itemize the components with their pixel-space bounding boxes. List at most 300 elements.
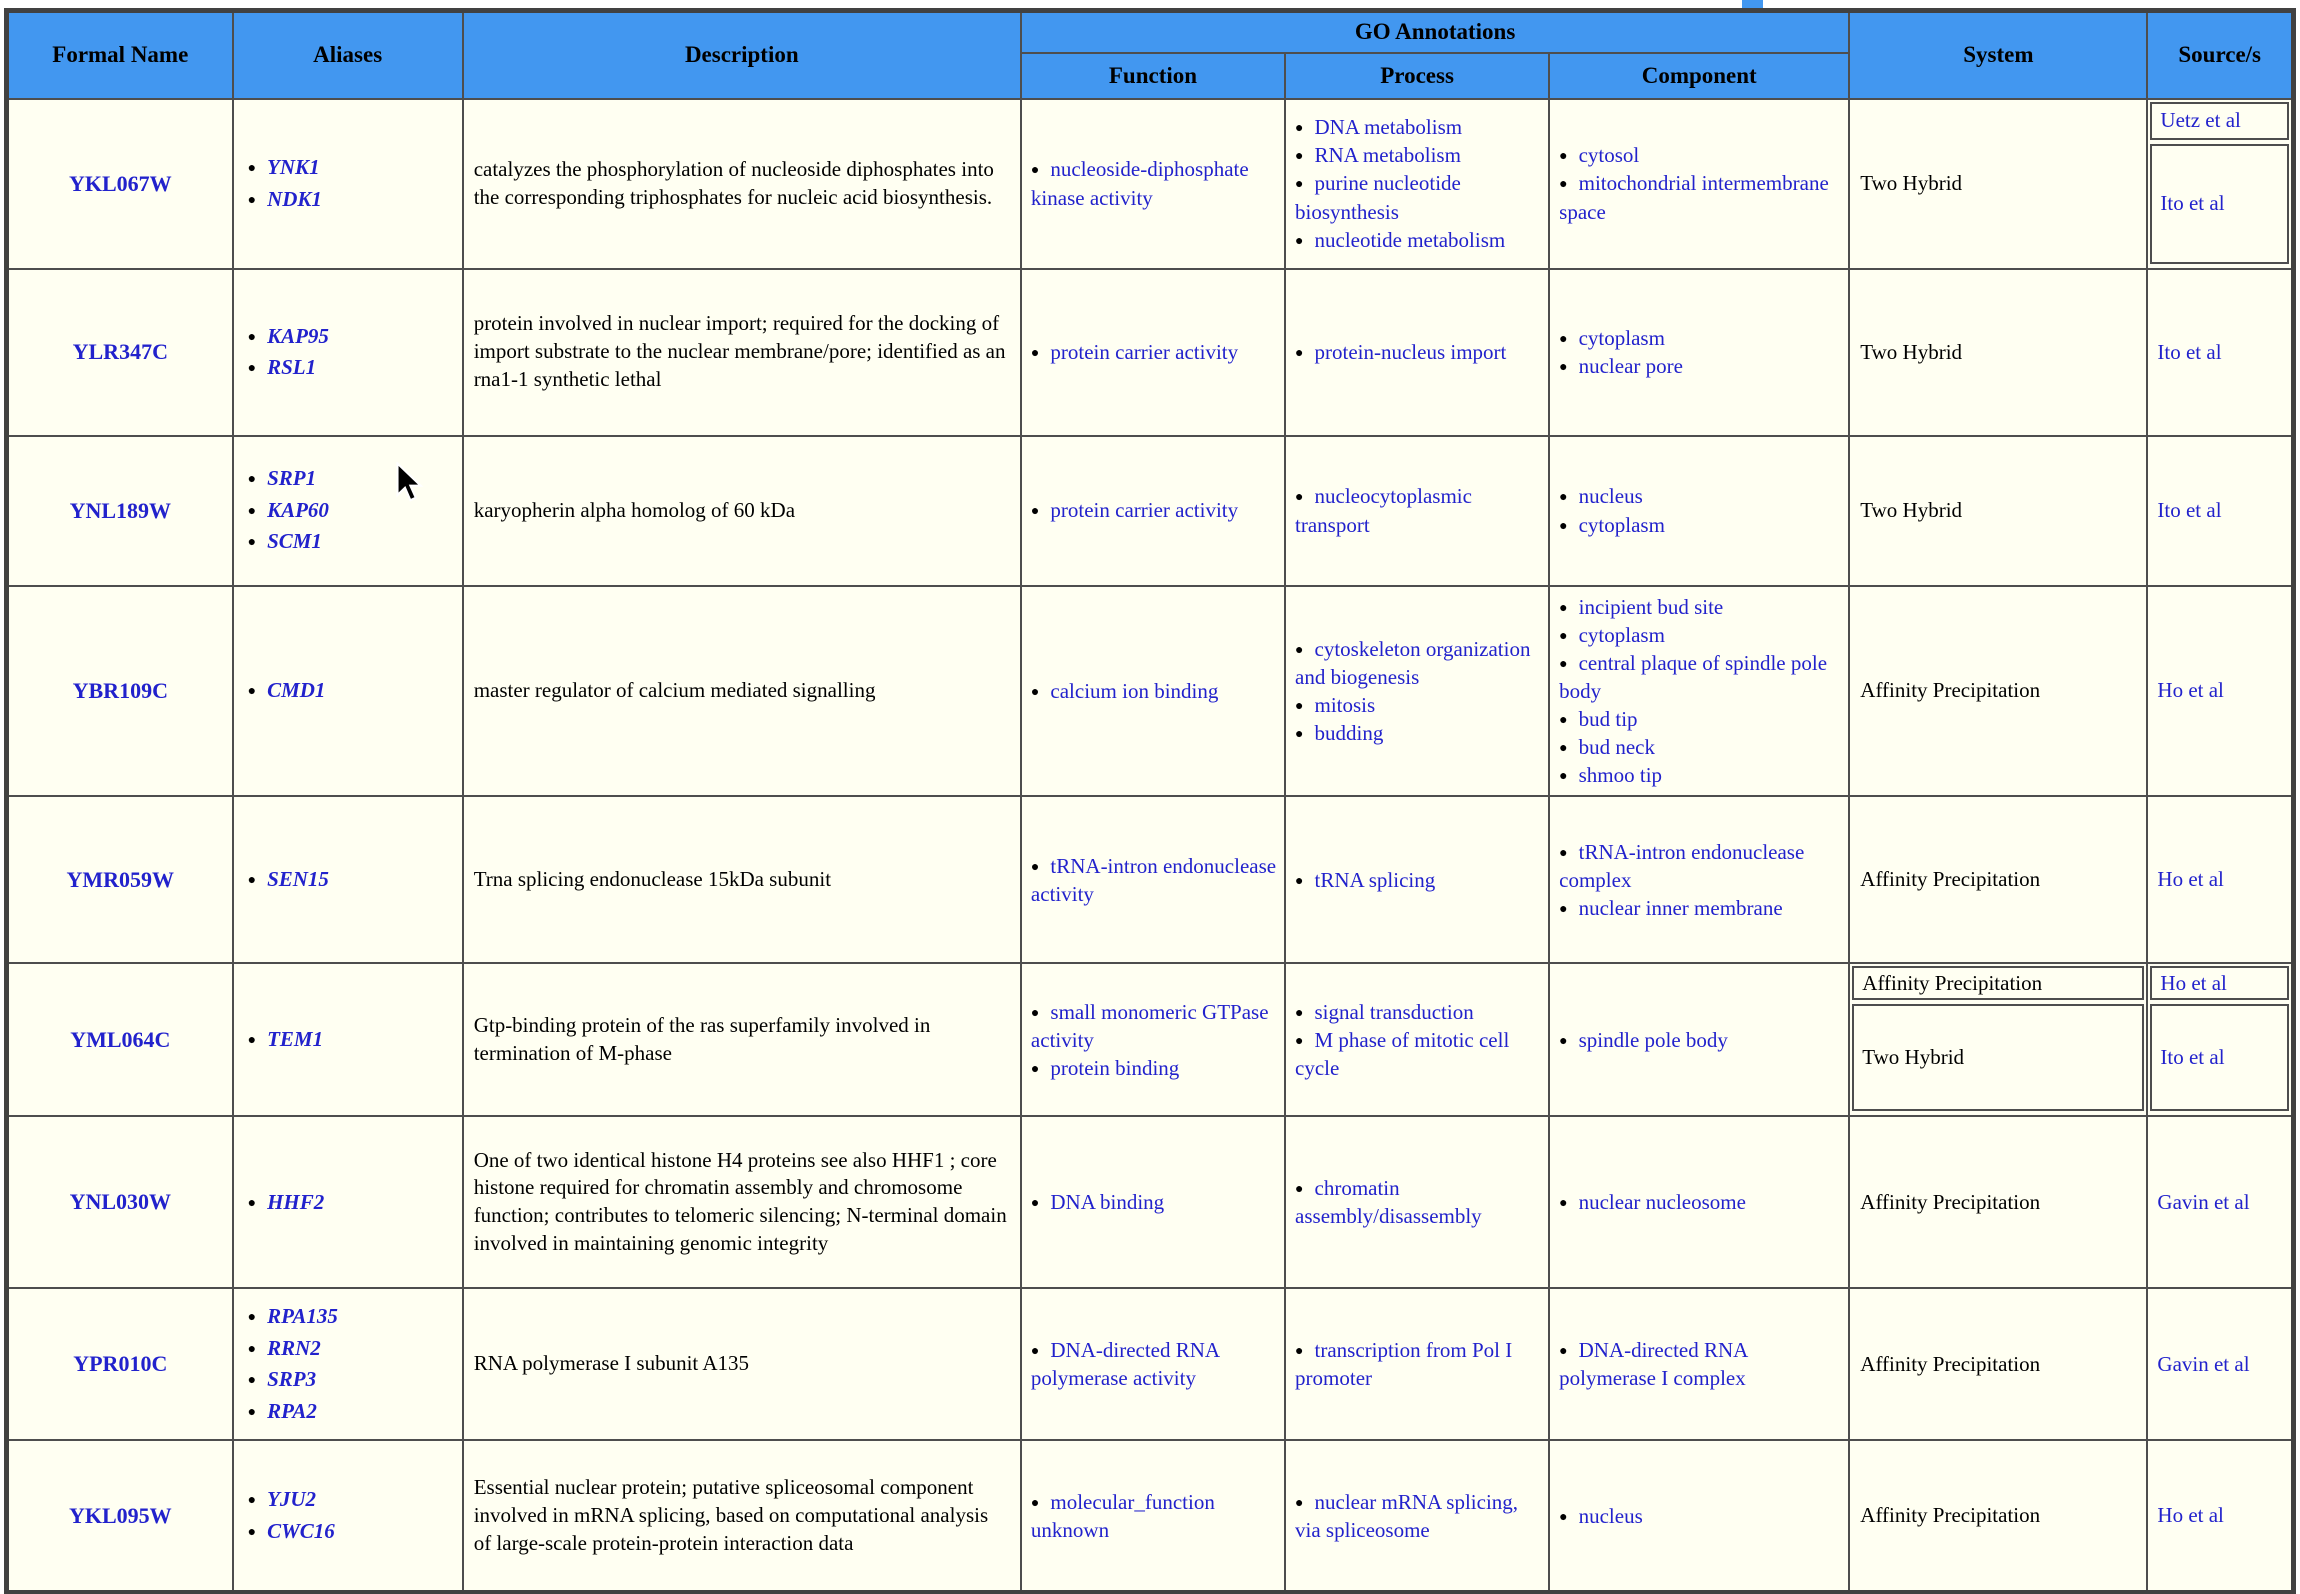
bullet-icon: ● <box>1559 656 1568 672</box>
system-cell <box>1849 1440 2147 1592</box>
clipped-element-above-table <box>1742 0 1763 8</box>
source-sub-cell <box>2150 144 2289 264</box>
go-component-link[interactable]: cytoplasm <box>1578 622 1665 647</box>
bullet-icon: ● <box>1559 490 1568 506</box>
bullet-icon: ● <box>1030 1344 1040 1360</box>
bullet-icon: ● <box>1559 845 1568 861</box>
formal-name-link[interactable]: YML064C <box>70 1026 171 1052</box>
bullet-icon: ● <box>1559 518 1568 534</box>
header-go-annotations: GO Annotations <box>1021 11 1849 53</box>
list-item <box>1295 226 1542 254</box>
bullet-icon: ● <box>247 1373 257 1389</box>
go-function-link[interactable]: small monomeric GTPase activity <box>1030 999 1269 1052</box>
alias-link[interactable]: NDK1 <box>267 186 322 211</box>
aliases-cell <box>233 963 463 1116</box>
bullet-icon: ● <box>247 535 257 551</box>
system-label: Affinity Precipitation <box>1860 1503 2041 1528</box>
table-row <box>7 586 2294 797</box>
go-component-link[interactable]: nucleus <box>1578 1503 1643 1528</box>
list-item <box>1295 1336 1542 1392</box>
go-component-cell <box>1549 269 1849 436</box>
source-cell <box>2147 1116 2293 1288</box>
bullet-icon: ● <box>1559 713 1568 728</box>
alias-item <box>248 1333 461 1365</box>
alias-link[interactable]: YJU2 <box>267 1487 317 1512</box>
list-item <box>1559 324 1842 352</box>
alias-link[interactable]: SCM1 <box>267 529 322 554</box>
bullet-icon: ● <box>1559 600 1568 616</box>
alias-link[interactable]: CWC16 <box>267 1518 335 1543</box>
go-function-cell <box>1021 99 1285 269</box>
list-item <box>1559 352 1842 380</box>
system-label: Affinity Precipitation <box>1860 678 2041 703</box>
go-process-link[interactable]: chromatin assembly/disassembly <box>1295 1176 1482 1229</box>
system-label: Two Hybrid <box>1860 339 1963 364</box>
go-function-link[interactable]: DNA-directed RNA polymerase activity <box>1030 1338 1219 1391</box>
go-component-link[interactable]: tRNA-intron endonuclease complex <box>1559 839 1805 892</box>
header-formal-name: Formal Name <box>7 11 233 99</box>
aliases-cell <box>233 436 463 586</box>
formal-name-link[interactable]: YBR109C <box>72 677 168 703</box>
list-item <box>1031 852 1278 908</box>
bullet-icon: ● <box>1559 1033 1568 1049</box>
bullet-icon: ● <box>247 1493 257 1509</box>
alias-item <box>248 1187 461 1219</box>
go-component-cell <box>1549 1440 1849 1592</box>
list-item <box>1559 1336 1842 1392</box>
list-item <box>1031 998 1278 1054</box>
system-label: Affinity Precipitation <box>1860 1351 2041 1376</box>
list-item <box>1031 338 1278 366</box>
bullet-icon: ● <box>1295 1005 1304 1021</box>
source-cell <box>2147 963 2293 1116</box>
go-function-link[interactable]: DNA binding <box>1050 1190 1165 1215</box>
bullet-icon: ● <box>1295 177 1304 193</box>
system-cell <box>1849 99 2147 269</box>
go-function-cell <box>1021 796 1285 963</box>
formal-name-link[interactable]: YMR059W <box>66 866 175 892</box>
go-function-link[interactable]: molecular_function unknown <box>1030 1489 1215 1542</box>
aliases-cell <box>233 99 463 269</box>
alias-link[interactable]: YNK1 <box>267 155 320 179</box>
list-item <box>1559 482 1842 510</box>
go-process-link[interactable]: mitosis <box>1314 692 1376 717</box>
formal-name-link[interactable]: YKL095W <box>68 1502 172 1528</box>
source-cell <box>2147 586 2293 797</box>
bullet-icon: ● <box>1295 727 1304 743</box>
list-item <box>1559 141 1842 169</box>
bullet-icon: ● <box>1295 642 1304 658</box>
formal-name-link[interactable]: YPR010C <box>73 1351 168 1377</box>
source-link[interactable]: Gavin et al <box>2157 1189 2250 1214</box>
go-process-cell <box>1285 1440 1549 1592</box>
list-item <box>1031 1054 1278 1082</box>
list-item <box>1559 169 1842 225</box>
go-function-cell <box>1021 269 1285 436</box>
alias-item <box>248 463 461 495</box>
source-link[interactable]: Ho et al <box>2157 867 2224 892</box>
description-cell: catalyzes the phosphorylation of nucleoside diphosphates into the corresponding triphosphates for nucleic acid biosynthesis. <box>463 99 1021 269</box>
list-item <box>1559 593 1842 621</box>
bullet-icon: ● <box>247 1033 257 1049</box>
system-sub-cell <box>1852 966 2144 1000</box>
bullet-icon: ● <box>247 684 257 700</box>
system-cell <box>1849 1116 2147 1288</box>
list-item <box>1295 1488 1542 1544</box>
table-row <box>7 269 2294 436</box>
header-go-process: Process <box>1285 53 1549 99</box>
source-link[interactable]: Uetz et al <box>2160 108 2241 132</box>
source-link[interactable]: Ito et al <box>2160 1045 2225 1070</box>
alias-item <box>248 495 461 527</box>
go-process-cell <box>1285 1116 1549 1288</box>
table-row <box>7 1440 2294 1592</box>
go-function-link[interactable]: tRNA-intron endonuclease activity <box>1030 853 1277 906</box>
go-function-cell <box>1021 1440 1285 1592</box>
formal-name-link[interactable]: YLR347C <box>72 339 168 364</box>
formal-name-link[interactable]: YNL189W <box>69 497 172 523</box>
go-component-cell <box>1549 1116 1849 1288</box>
go-process-link[interactable]: cytoskeleton organization and biogenesis <box>1295 636 1531 689</box>
bullet-icon: ● <box>1295 698 1304 714</box>
go-component-link[interactable]: cytoplasm <box>1578 325 1665 350</box>
bullet-icon: ● <box>247 1310 257 1326</box>
list-item <box>1295 169 1542 225</box>
description-cell: Essential nuclear protein; putative spliceosomal component involved in mRNA splicing, based on computational analysis of large-scale protein-protein interaction data <box>463 1440 1021 1592</box>
go-process-link[interactable]: budding <box>1314 721 1384 746</box>
source-split-wrap <box>2148 964 2291 1113</box>
source-link[interactable]: Ho et al <box>2157 678 2224 703</box>
source-cell <box>2147 436 2293 586</box>
system-cell <box>1849 796 2147 963</box>
bullet-icon: ● <box>1295 873 1304 889</box>
source-sub-cell <box>2150 966 2289 1000</box>
go-process-link[interactable]: RNA metabolism <box>1314 143 1461 168</box>
list-item <box>1295 635 1542 691</box>
go-component-cell <box>1549 963 1849 1116</box>
aliases-cell <box>233 1288 463 1440</box>
list-item <box>1559 1026 1842 1054</box>
go-process-link[interactable]: nucleocytoplasmic transport <box>1295 484 1472 537</box>
alias-item <box>248 1484 461 1516</box>
aliases-cell <box>233 586 463 797</box>
list-item <box>1295 1174 1542 1230</box>
system-label: Affinity Precipitation <box>1860 1189 2041 1214</box>
go-function-link[interactable]: protein binding <box>1050 1055 1180 1080</box>
bullet-icon: ● <box>247 161 257 176</box>
system-label: Two Hybrid <box>1860 171 1963 195</box>
go-process-link[interactable]: purine nucleotide biosynthesis <box>1295 171 1461 224</box>
description-cell: Trna splicing endonuclease 15kDa subunit <box>463 796 1021 963</box>
go-component-link[interactable]: cytosol <box>1578 143 1640 168</box>
go-function-link[interactable]: protein carrier activity <box>1050 339 1239 364</box>
bullet-icon: ● <box>1295 149 1304 165</box>
header-go-component: Component <box>1549 53 1849 99</box>
bullet-icon: ● <box>1559 769 1568 785</box>
alias-item <box>248 864 461 896</box>
list-item <box>1559 733 1842 761</box>
bullet-icon: ● <box>1295 1182 1304 1198</box>
source-split-wrap <box>2148 100 2291 266</box>
alias-link[interactable]: HHF2 <box>267 1189 325 1214</box>
interactions-table <box>4 8 2296 1594</box>
go-process-cell <box>1285 586 1549 797</box>
bullet-icon: ● <box>1030 684 1040 700</box>
go-component-link[interactable]: central plaque of spindle pole body <box>1559 650 1828 703</box>
bullet-icon: ● <box>1295 1495 1304 1511</box>
go-component-link[interactable]: nuclear pore <box>1578 354 1683 378</box>
header-aliases: Aliases <box>233 11 463 99</box>
alias-item <box>248 1364 461 1396</box>
bullet-icon: ● <box>247 1341 257 1357</box>
bullet-icon: ● <box>247 361 257 376</box>
alias-link[interactable]: TEM1 <box>267 1027 324 1052</box>
bullet-icon: ● <box>1030 1495 1040 1511</box>
go-component-link[interactable]: DNA-directed RNA polymerase I complex <box>1559 1338 1748 1391</box>
formal-name-link[interactable]: YKL067W <box>68 170 172 196</box>
go-component-link[interactable]: spindle pole body <box>1578 1027 1728 1052</box>
go-process-link[interactable]: nuclear mRNA splicing, via spliceosome <box>1295 1489 1519 1542</box>
list-item <box>1031 1188 1278 1216</box>
go-component-link[interactable]: incipient bud site <box>1578 594 1724 619</box>
system-cell <box>1849 1288 2147 1440</box>
alias-link[interactable]: RRN2 <box>267 1335 321 1360</box>
list-item <box>1295 691 1542 719</box>
go-component-cell <box>1549 796 1849 963</box>
source-link[interactable]: Ito et al <box>2157 498 2222 522</box>
system-label: Two Hybrid <box>1862 1045 1965 1070</box>
alias-item <box>248 1396 461 1428</box>
list-item <box>1559 1188 1842 1216</box>
table-row <box>7 436 2294 586</box>
bullet-icon: ● <box>1295 345 1304 361</box>
alias-link[interactable]: RSL1 <box>267 355 317 379</box>
alias-item <box>248 1516 461 1548</box>
bullet-icon: ● <box>247 873 257 889</box>
source-link[interactable]: Ho et al <box>2157 1503 2224 1528</box>
system-cell <box>1849 269 2147 436</box>
list-item <box>1295 141 1542 169</box>
alias-link[interactable]: RPA2 <box>267 1398 317 1423</box>
bullet-icon: ● <box>1559 177 1568 193</box>
aliases-cell <box>233 1116 463 1288</box>
alias-link[interactable]: SRP3 <box>267 1367 317 1392</box>
formal-name-cell <box>7 1116 233 1288</box>
go-process-link[interactable]: tRNA splicing <box>1314 867 1436 892</box>
list-item <box>1559 1502 1842 1530</box>
list-item <box>1559 621 1842 649</box>
go-component-cell <box>1549 99 1849 269</box>
source-cell <box>2147 796 2293 963</box>
system-label: Affinity Precipitation <box>1860 867 2041 892</box>
go-process-link[interactable]: signal transduction <box>1314 999 1474 1024</box>
list-item <box>1295 719 1542 747</box>
list-item <box>1031 1336 1278 1392</box>
go-process-link[interactable]: transcription from Pol I promoter <box>1295 1338 1513 1391</box>
list-item <box>1031 1488 1278 1544</box>
bullet-icon: ● <box>247 1524 257 1540</box>
formal-name-cell <box>7 796 233 963</box>
aliases-cell <box>233 796 463 963</box>
alias-item <box>248 321 461 353</box>
alias-item <box>248 675 461 707</box>
list-item <box>1295 866 1542 894</box>
aliases-cell <box>233 1440 463 1592</box>
description-cell: RNA polymerase I subunit A135 <box>463 1288 1021 1440</box>
bullet-icon: ● <box>247 192 257 208</box>
formal-name-link[interactable]: YNL030W <box>69 1189 172 1215</box>
go-process-cell <box>1285 1288 1549 1440</box>
list-item <box>1031 155 1278 211</box>
source-link[interactable]: Ho et al <box>2160 970 2227 995</box>
alias-link[interactable]: KAP95 <box>267 323 329 348</box>
go-component-link[interactable]: bud tip <box>1578 707 1638 731</box>
table-row <box>7 1288 2294 1440</box>
system-label: Affinity Precipitation <box>1862 970 2043 995</box>
go-function-link[interactable]: protein carrier activity <box>1050 498 1239 523</box>
list-item <box>1559 511 1842 539</box>
alias-item <box>248 1301 461 1333</box>
header-system: System <box>1849 11 2147 99</box>
bullet-icon: ● <box>1295 1344 1304 1360</box>
go-function-link[interactable]: nucleoside-diphosphate kinase activity <box>1030 157 1249 210</box>
table-row <box>7 1116 2294 1288</box>
table-row <box>7 963 2294 1116</box>
bullet-icon: ● <box>247 329 257 345</box>
list-item <box>1295 113 1542 141</box>
alias-link[interactable]: CMD1 <box>267 678 326 703</box>
alias-item <box>248 1024 461 1056</box>
header-description: Description <box>463 11 1021 99</box>
bullet-icon: ● <box>1030 163 1040 179</box>
list-item <box>1295 482 1542 538</box>
go-process-cell <box>1285 269 1549 436</box>
go-component-link[interactable]: nucleus <box>1578 484 1643 509</box>
go-component-link[interactable]: cytoplasm <box>1578 512 1665 537</box>
system-split-wrap <box>1850 964 2146 1113</box>
bullet-icon: ● <box>1559 1196 1568 1212</box>
go-component-cell <box>1549 586 1849 797</box>
bullet-icon: ● <box>1559 1344 1568 1360</box>
go-process-cell <box>1285 796 1549 963</box>
bullet-icon: ● <box>1559 741 1568 757</box>
list-item <box>1559 649 1842 705</box>
header-go-function: Function <box>1021 53 1285 99</box>
description-cell: Gtp-binding protein of the ras superfamily involved in termination of M-phase <box>463 963 1021 1116</box>
go-process-link[interactable]: M phase of mitotic cell cycle <box>1295 1027 1510 1080</box>
bullet-icon: ● <box>1030 345 1040 361</box>
bullet-icon: ● <box>1030 1196 1040 1212</box>
list-item <box>1559 705 1842 733</box>
source-cell <box>2147 269 2293 436</box>
go-process-cell <box>1285 963 1549 1116</box>
go-process-link[interactable]: nucleotide metabolism <box>1314 227 1506 252</box>
alias-link[interactable]: SEN15 <box>267 867 329 892</box>
go-process-cell <box>1285 99 1549 269</box>
alias-item <box>248 184 461 216</box>
bullet-icon: ● <box>1559 331 1568 347</box>
go-component-cell <box>1549 1288 1849 1440</box>
go-process-link[interactable]: DNA metabolism <box>1314 115 1463 140</box>
list-item <box>1295 338 1542 366</box>
formal-name-cell <box>7 1288 233 1440</box>
bullet-icon: ● <box>1559 360 1568 375</box>
bullet-icon: ● <box>1030 1061 1040 1077</box>
system-cell <box>1849 586 2147 797</box>
bullet-icon: ● <box>1295 233 1304 249</box>
go-function-cell <box>1021 1116 1285 1288</box>
list-item <box>1031 677 1278 705</box>
list-item <box>1031 496 1278 524</box>
bullet-icon: ● <box>1559 149 1568 165</box>
alias-item <box>248 352 461 384</box>
bullet-icon: ● <box>1030 859 1040 875</box>
go-function-cell <box>1021 586 1285 797</box>
go-process-cell <box>1285 436 1549 586</box>
source-link[interactable]: Ito et al <box>2160 191 2225 215</box>
bullet-icon: ● <box>1030 504 1040 520</box>
source-sub-cell <box>2150 102 2289 140</box>
system-sub-cell <box>1852 1004 2144 1111</box>
go-component-link[interactable]: nuclear inner membrane <box>1578 895 1783 920</box>
description-cell: protein involved in nuclear import; required for the docking of import substrate to the nuclear membrane/pore; identified as an rna1-1 synthetic lethal <box>463 269 1021 436</box>
source-sub-cell <box>2150 1004 2289 1111</box>
description-cell: One of two identical histone H4 proteins see also HHF1 ; core histone required for chromatin assembly and chromosome function; contributes to telomeric silencing; N-terminal domain involved in maintaining genomic integrity <box>463 1116 1021 1288</box>
go-component-link[interactable]: nuclear nucleosome <box>1578 1190 1746 1215</box>
formal-name-cell <box>7 269 233 436</box>
table-row <box>7 99 2294 269</box>
source-link[interactable]: Ito et al <box>2157 339 2222 364</box>
bullet-icon: ● <box>1559 628 1568 644</box>
table-body <box>7 99 2294 1593</box>
source-cell <box>2147 1440 2293 1592</box>
source-cell <box>2147 99 2293 269</box>
formal-name-cell <box>7 586 233 797</box>
alias-link[interactable]: KAP60 <box>267 497 329 522</box>
bullet-icon: ● <box>1295 490 1304 506</box>
source-cell <box>2147 1288 2293 1440</box>
alias-link[interactable]: SRP1 <box>267 466 317 491</box>
source-link[interactable]: Gavin et al <box>2157 1351 2250 1376</box>
list-item <box>1559 838 1842 894</box>
bullet-icon: ● <box>247 1195 257 1211</box>
header-source: Source/s <box>2147 11 2293 99</box>
go-component-cell <box>1549 436 1849 586</box>
bullet-icon: ● <box>1295 1033 1304 1049</box>
go-component-link[interactable]: mitochondrial intermembrane space <box>1559 171 1829 224</box>
system-label: Two Hybrid <box>1860 498 1963 522</box>
go-function-cell <box>1021 1288 1285 1440</box>
go-component-link[interactable]: bud neck <box>1578 735 1656 760</box>
bullet-icon: ● <box>1559 1509 1568 1525</box>
table-header <box>7 11 2294 99</box>
formal-name-cell <box>7 963 233 1116</box>
bullet-icon: ● <box>247 1404 257 1420</box>
bullet-icon: ● <box>247 472 257 488</box>
alias-link[interactable]: RPA135 <box>267 1304 338 1329</box>
go-function-link[interactable]: calcium ion binding <box>1050 678 1219 703</box>
list-item <box>1559 894 1842 922</box>
formal-name-cell <box>7 99 233 269</box>
formal-name-cell <box>7 1440 233 1592</box>
alias-item <box>248 526 461 558</box>
description-cell: master regulator of calcium mediated signalling <box>463 586 1021 797</box>
go-component-link[interactable]: shmoo tip <box>1578 763 1663 788</box>
description-cell: karyopherin alpha homolog of 60 kDa <box>463 436 1021 586</box>
go-process-link[interactable]: protein-nucleus import <box>1314 339 1507 364</box>
list-item <box>1295 998 1542 1026</box>
list-item <box>1559 761 1842 789</box>
